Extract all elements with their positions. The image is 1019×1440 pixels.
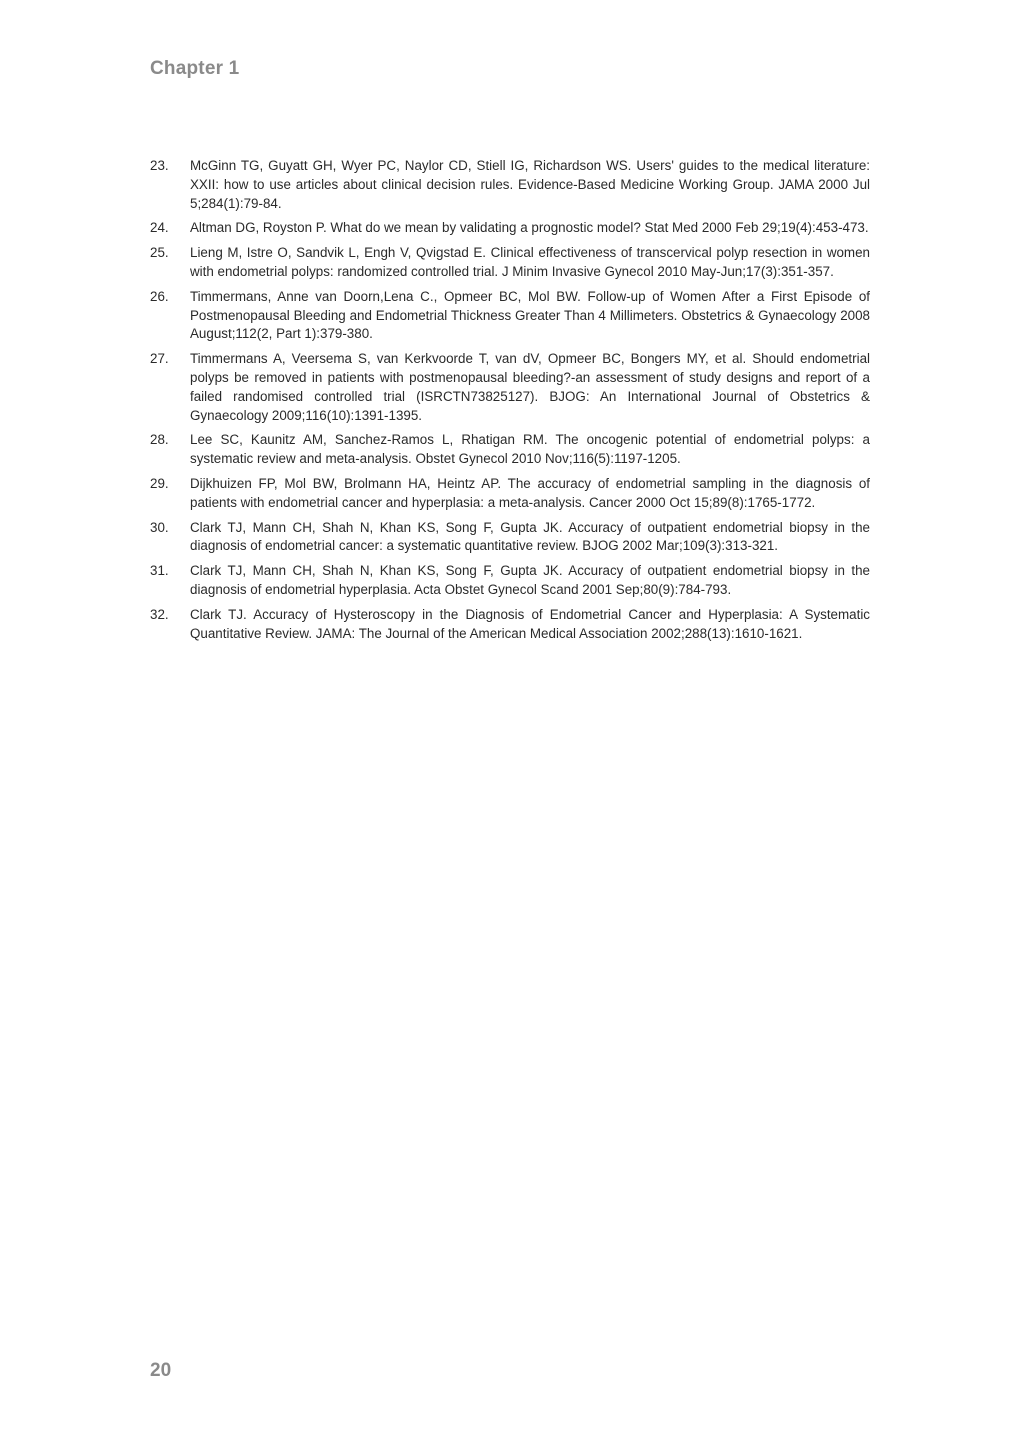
- reference-item: [150, 350, 870, 425]
- reference-item: [150, 157, 870, 213]
- reference-number: 25.: [150, 245, 169, 261]
- reference-text: Lee SC, Kaunitz AM, Sanchez-Ramos L, Rhatigan RM. The oncogenic potential of endometrial polyps: a systematic review and meta-analysis. Obstet Gynecol 2010 Nov;116(5):1197-1205.: [190, 432, 870, 467]
- reference-item: [150, 219, 870, 238]
- page-number: 20: [150, 1360, 172, 1381]
- reference-text: McGinn TG, Guyatt GH, Wyer PC, Naylor CD, Stiell IG, Richardson WS. Users' guides to the medical literature: XXII: how to use articles about clinical decision rules. Evidence-Based Medicine Working Group. JAMA 2000 Jul 5;284(1):79-84.: [190, 158, 870, 211]
- reference-number: 31.: [150, 563, 169, 579]
- reference-item: [150, 562, 870, 600]
- reference-text: Dijkhuizen FP, Mol BW, Brolmann HA, Heintz AP. The accuracy of endometrial sampling in the diagnosis of patients with endometrial cancer and hyperplasia: a meta-analysis. Cancer 2000 Oct 15;89(8):1765-1772.: [190, 475, 870, 510]
- reference-text: Altman DG, Royston P. What do we mean by validating a prognostic model? Stat Med 2000 Feb 29;19(4):453-473.: [190, 220, 869, 236]
- reference-item: [150, 431, 870, 469]
- reference-item: [150, 475, 870, 513]
- reference-number: 24.: [150, 220, 169, 236]
- reference-text: Clark TJ, Mann CH, Shah N, Khan KS, Song F, Gupta JK. Accuracy of outpatient endometrial biopsy in the diagnosis of endometrial hyperplasia. Acta Obstet Gynecol Scand 2001 Sep;80(9):784-793.: [190, 563, 870, 597]
- reference-text: Timmermans A, Veersema S, van Kerkvoorde T, van dV, Opmeer BC, Bongers MY, et al. Should endometrial polyps be removed in patients with postmenopausal bleeding?-an assessment of study designs and report of a failed randomised controlled trial (ISRCTN73825127). BJOG: An International Journal of Obstetrics & Gynaecology 2009;116(10):1391-1395.: [190, 351, 870, 423]
- reference-item: [150, 244, 870, 282]
- reference-number: 28.: [150, 432, 169, 448]
- reference-number: 26.: [150, 288, 169, 304]
- chapter-header: Chapter 1: [150, 58, 240, 79]
- reference-item: [150, 519, 870, 557]
- reference-number: 29.: [150, 475, 169, 491]
- reference-item: [150, 606, 870, 644]
- reference-text: Lieng M, Istre O, Sandvik L, Engh V, Qvigstad E. Clinical effectiveness of transcervical polyp resection in women with endometrial polyps: randomized controlled trial. J Minim Invasive Gynecol 2010 May-Jun;17(3):351-357.: [190, 245, 870, 279]
- reference-number: 27.: [150, 351, 169, 367]
- reference-item: [150, 288, 870, 344]
- reference-text: Clark TJ. Accuracy of Hysteroscopy in the Diagnosis of Endometrial Cancer and Hyperplasia: A Systematic Quantitative Review. JAMA: The Journal of the American Medical Association 2002;288(13):1610-1621.: [190, 606, 870, 641]
- reference-list: [150, 157, 870, 649]
- reference-text: Timmermans, Anne van Doorn,Lena C., Opmeer BC, Mol BW. Follow-up of Women After a First Episode of Postmenopausal Bleeding and Endometrial Thickness Greater Than 4 Millimeters. Obstetrics & Gynaecology 2008 August;112(2, Part 1):379-380.: [190, 288, 870, 342]
- reference-text: Clark TJ, Mann CH, Shah N, Khan KS, Song F, Gupta JK. Accuracy of outpatient endometrial biopsy in the diagnosis of endometrial cancer: a systematic quantitative review. BJOG 2002 Mar;109(3):313-321.: [190, 519, 870, 554]
- reference-number: 30.: [150, 519, 169, 535]
- reference-number: 32.: [150, 606, 169, 622]
- reference-number: 23.: [150, 158, 169, 173]
